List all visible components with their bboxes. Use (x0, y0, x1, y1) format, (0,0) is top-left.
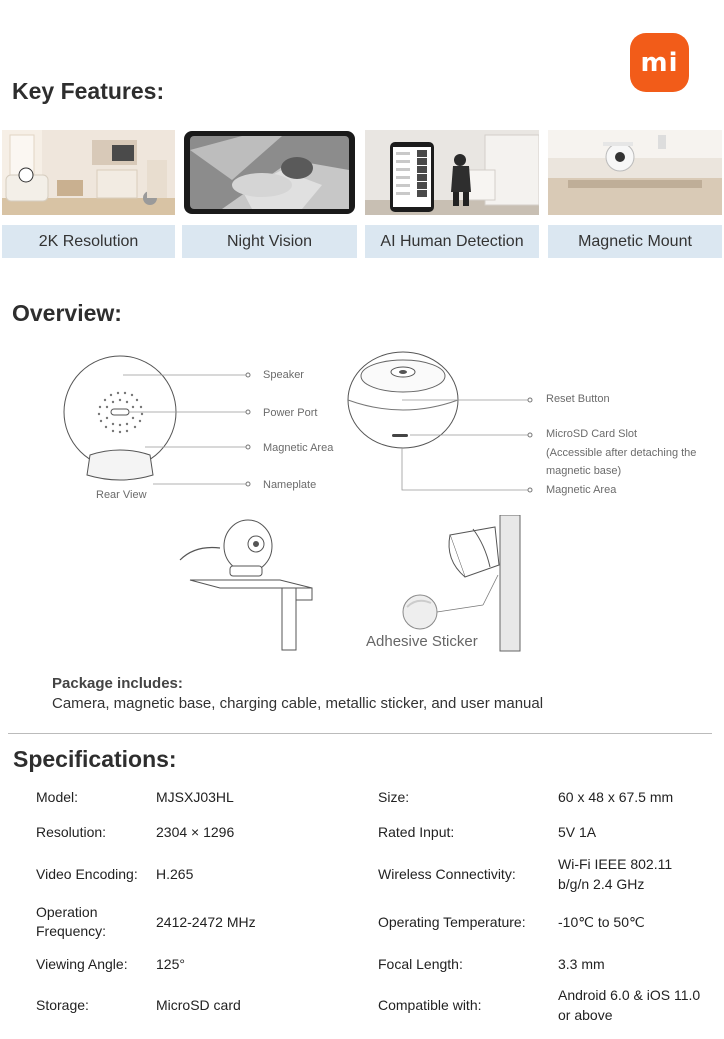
spec-label-size: Size: (378, 789, 410, 805)
spec-value-rated-input: 5V 1A (558, 824, 597, 840)
ai-detection-image (365, 130, 539, 215)
spec-label-rated-input: Rated Input: (378, 824, 455, 840)
label-reset-button: Reset Button (546, 393, 610, 405)
spec-value-viewing-angle: 125° (156, 956, 185, 972)
label-speaker: Speaker (263, 369, 304, 381)
spec-label-operation-1: Operation (36, 904, 98, 920)
spec-label-storage: Storage: (36, 997, 89, 1013)
label-microsd-note-2: magnetic base) (546, 465, 622, 477)
spec-label-operating-temp: Operating Temperature: (378, 914, 526, 930)
xiaomi-logo (630, 33, 689, 92)
spec-label-wireless: Wireless Connectivity: (378, 866, 516, 882)
adhesive-sticker-caption: Adhesive Sticker (366, 633, 478, 650)
rear-view-caption: Rear View (96, 489, 147, 501)
spec-value-frequency: 2412-2472 MHz (156, 914, 256, 930)
living-room-image (2, 130, 175, 215)
spec-label-video-encoding: Video Encoding: (36, 866, 138, 882)
spec-value-wireless-1: Wi-Fi IEEE 802.11 (558, 856, 673, 872)
night-vision-phone-image (182, 130, 357, 215)
key-features-title: Key Features: (12, 78, 165, 104)
spec-label-operation-2: Frequency: (36, 923, 107, 939)
label-power-port: Power Port (263, 407, 318, 419)
spec-label-model: Model: (36, 789, 79, 805)
label-microsd-slot: MicroSD Card Slot (546, 428, 638, 440)
spec-label-focal-length: Focal Length: (378, 956, 463, 972)
spec-value-resolution: 2304 × 1296 (156, 824, 235, 840)
spec-value-compatible-1: Android 6.0 & iOS 11.0 (558, 987, 701, 1003)
spec-value-size: 60 x 48 x 67.5 mm (558, 789, 674, 805)
spec-value-video-encoding: H.265 (156, 866, 194, 882)
spec-value-model: MJSXJ03HL (156, 789, 234, 805)
spec-label-viewing-angle: Viewing Angle: (36, 956, 128, 972)
section-divider (8, 733, 712, 734)
feature-label-night-vision: Night Vision (182, 225, 357, 258)
spec-value-wireless-2: b/g/n 2.4 GHz (558, 876, 645, 892)
spec-value-storage: MicroSD card (156, 997, 241, 1013)
spec-value-operating-temp: -10℃ to 50℃ (558, 914, 645, 930)
magnetic-mount-image (548, 130, 722, 215)
package-text: Camera, magnetic base, charging cable, metallic sticker, and user manual (52, 695, 544, 712)
feature-label-2k: 2K Resolution (2, 225, 175, 258)
logo-text: mi (640, 47, 679, 78)
specifications-title: Specifications: (13, 746, 177, 772)
feature-label-magnetic-mount: Magnetic Mount (548, 225, 722, 258)
overview-title: Overview: (12, 300, 122, 326)
spec-label-resolution: Resolution: (36, 824, 107, 840)
top-view-diagram (340, 350, 540, 500)
spec-label-compatible: Compatible with: (378, 997, 482, 1013)
feature-label-ai-detection: AI Human Detection (365, 225, 539, 258)
label-microsd-note-1: (Accessible after detaching the (546, 447, 697, 459)
label-magnetic-area: Magnetic Area (263, 442, 334, 454)
label-top-magnetic-area: Magnetic Area (546, 484, 617, 496)
label-nameplate: Nameplate (263, 479, 317, 491)
spec-value-focal-length: 3.3 mm (558, 956, 605, 972)
table-mount-diagram (170, 510, 320, 655)
package-title: Package includes: (52, 675, 183, 692)
spec-value-compatible-2: or above (558, 1007, 613, 1023)
